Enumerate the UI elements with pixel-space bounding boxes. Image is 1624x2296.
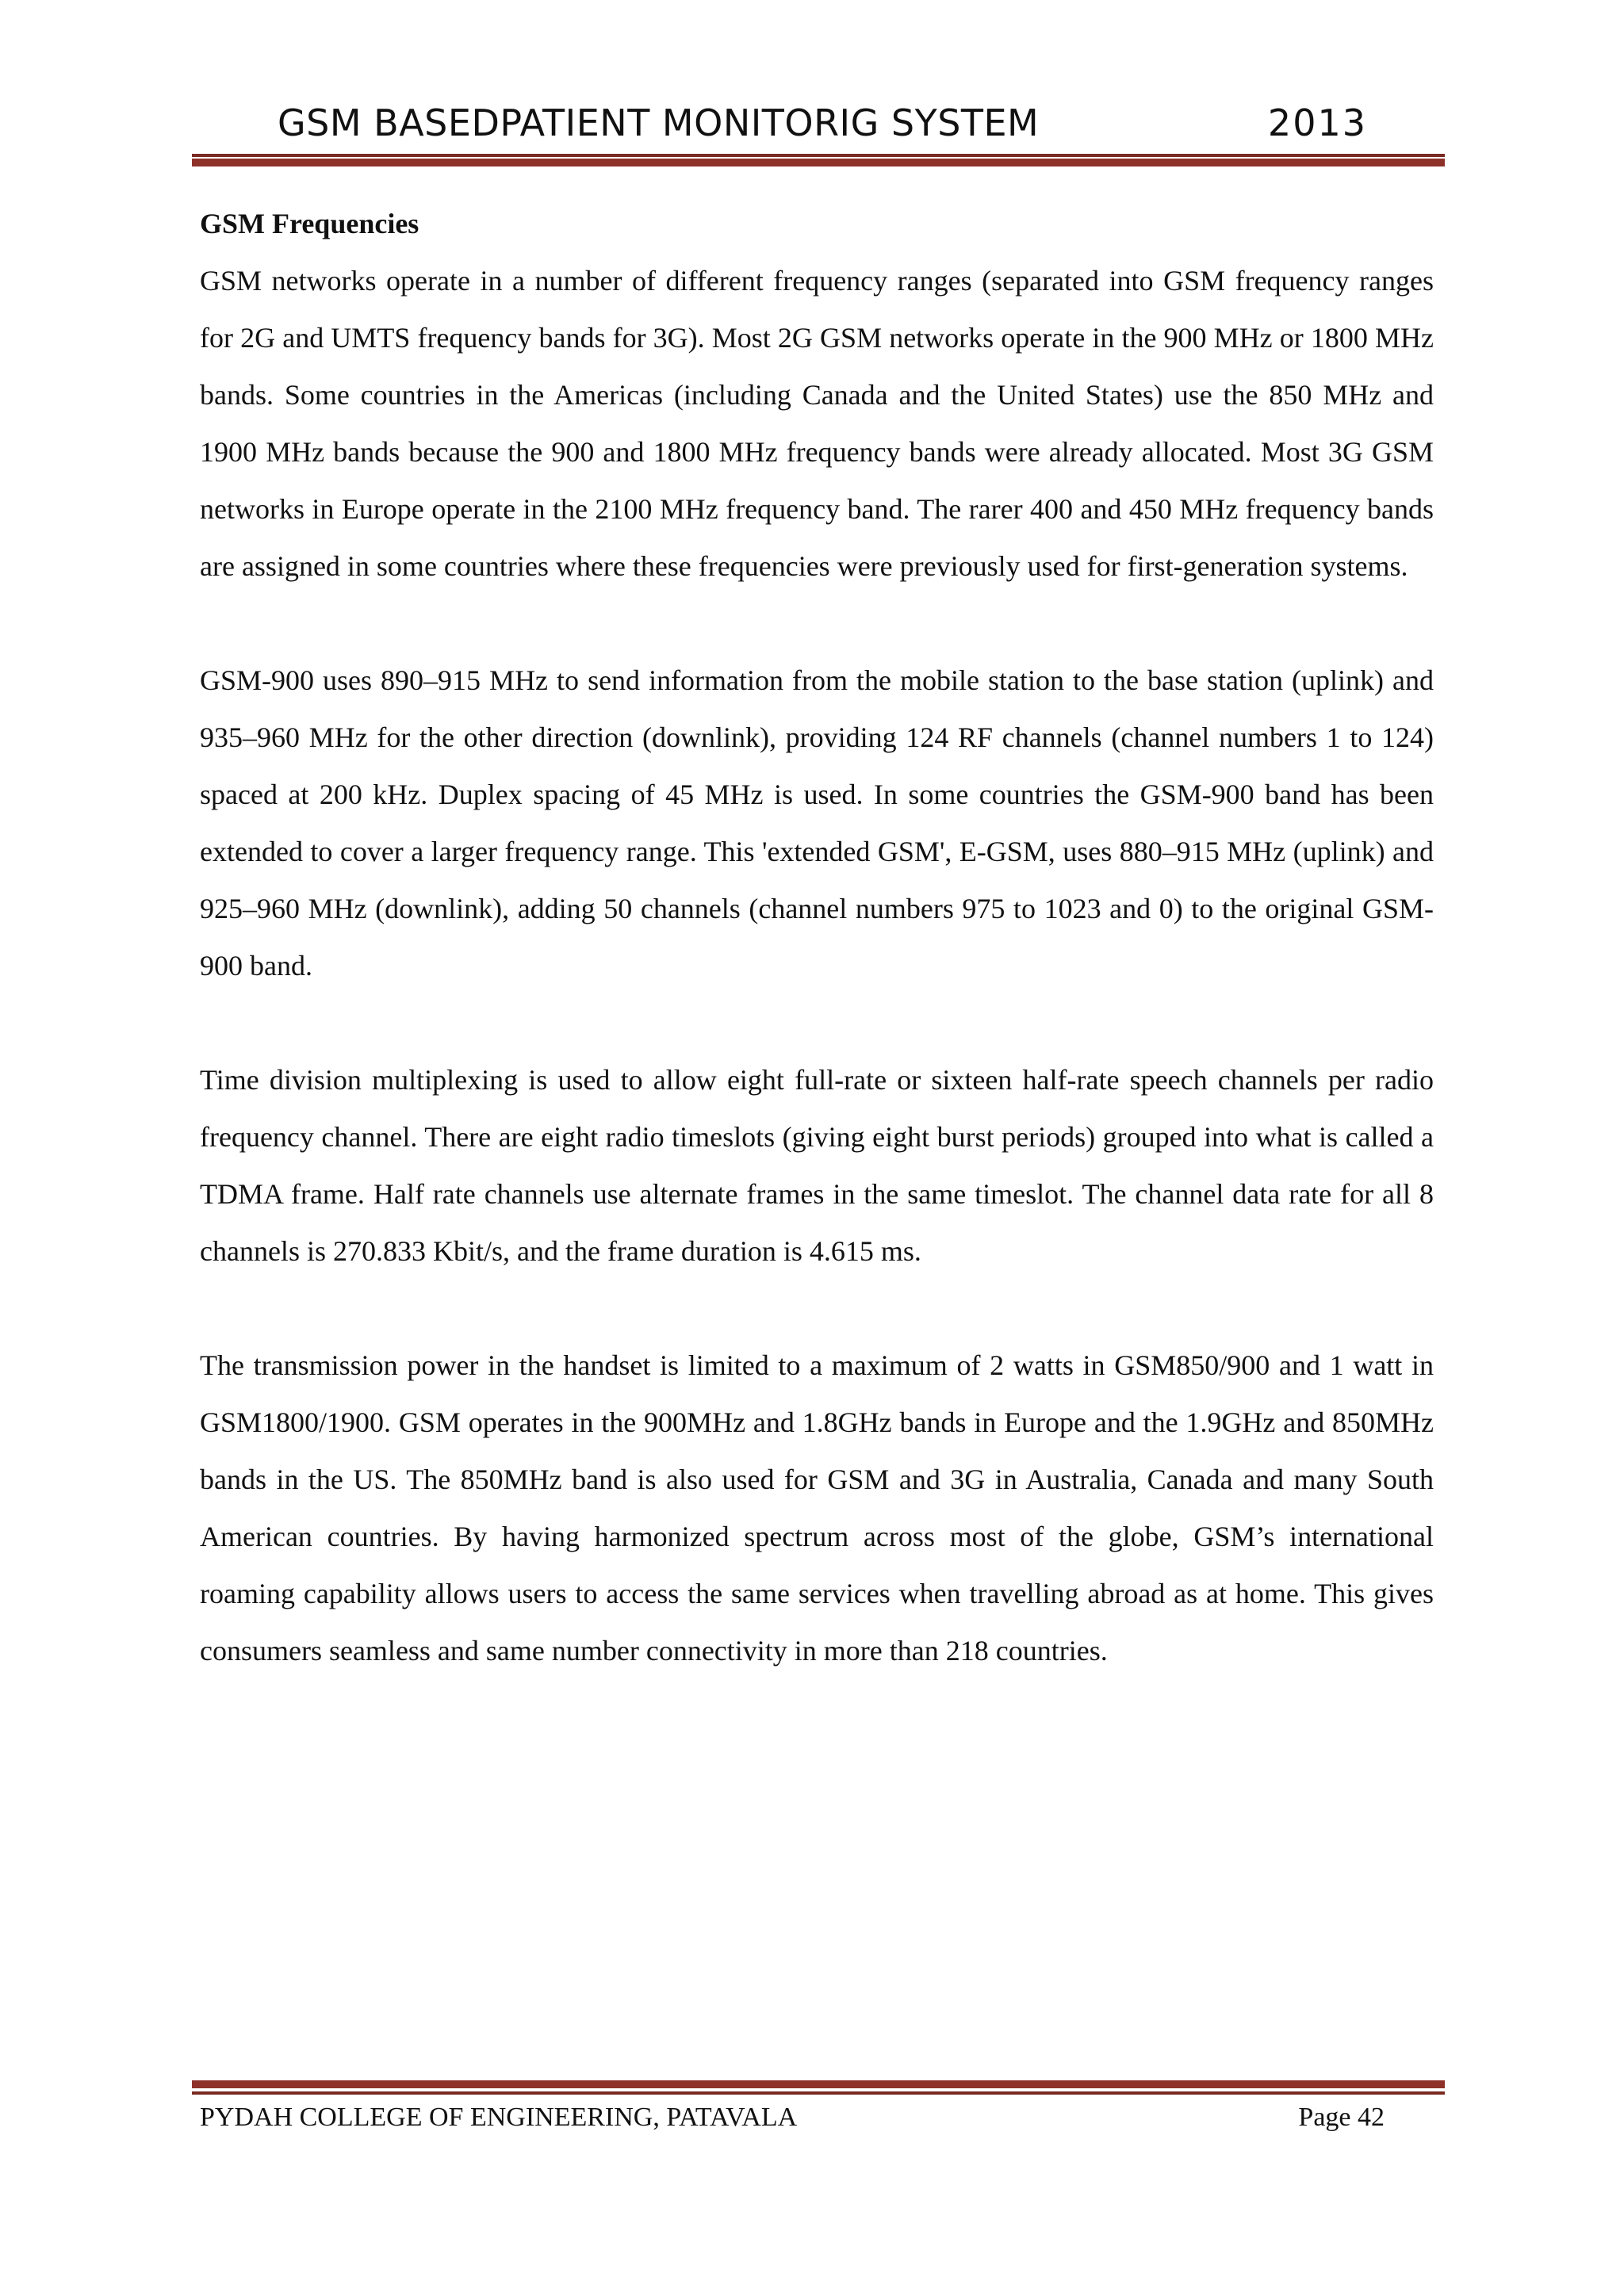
- section-heading: GSM Frequencies: [200, 208, 419, 239]
- header-rule-thick: [192, 159, 1445, 166]
- footer-rule-thin: [192, 2091, 1445, 2095]
- footer-page-number: Page 42: [1298, 2103, 1385, 2132]
- page-header: [200, 95, 1442, 159]
- paragraph-transmission-power: The transmission power in the handset is limited to a maximum of 2 watts in GSM850/900 and 1 watt in GSM1800/1900. GSM operates in the 900MHz and 1.8GHz bands in Europe and the 1.9GHz and 850MHz bands in the US. The 850MHz band is also used for GSM and 3G in Australia, Canada and many South American countries. By having harmonized spectrum across most of the globe, GSM’s international roaming capability allows users to access the same services when travelling abroad as at home. This gives consumers seamless and same number connectivity in more than 218 countries.: [200, 1349, 1434, 1667]
- paragraph-frequency-bands: GSM networks operate in a number of different frequency ranges (separated into GSM frequency ranges for 2G and UMTS frequency bands for 3G). Most 2G GSM networks operate in the 900 MHz or 1800 MHz bands. Some countries in the Americas (including Canada and the United States) use the 850 MHz and 1900 MHz bands because the 900 and 1800 MHz frequency bands were already allocated. Most 3G GSM networks in Europe operate in the 2100 MHz frequency band. The rarer 400 and 450 MHz frequency bands are assigned in some countries where these frequencies were previously used for first-generation systems.: [200, 265, 1434, 582]
- footer-rule-thick: [192, 2080, 1445, 2088]
- header-title: GSM BASEDPATIENT MONITORIG SYSTEM: [278, 101, 1040, 144]
- paragraph-tdma: Time division multiplexing is used to allow eight full-rate or sixteen half-rate speech channels per radio frequency channel. There are eight radio timeslots (giving eight burst periods) grouped into what is called a TDMA frame. Half rate channels use alternate frames in the same timeslot. The channel data rate for all 8 channels is 270.833 Kbit/s, and the frame duration is 4.615 ms.: [200, 1064, 1434, 1267]
- footer-institution: PYDAH COLLEGE OF ENGINEERING, PATAVALA: [200, 2103, 798, 2132]
- header-year: 2013: [1267, 101, 1367, 144]
- paragraph-gsm-900: GSM-900 uses 890–915 MHz to send information from the mobile station to the base station (uplink) and 935–960 MHz for the other direction (downlink), providing 124 RF channels (channel numbers 1 to 124) spaced at 200 kHz. Duplex spacing of 45 MHz is used. In some countries the GSM-900 band has been extended to cover a larger frequency range. This 'extended GSM', E-GSM, uses 880–915 MHz (uplink) and 925–960 MHz (downlink), adding 50 channels (channel numbers 975 to 1023 and 0) to the original GSM-900 band.: [200, 664, 1434, 982]
- page-body: [200, 195, 1434, 1736]
- header-rule-thin: [192, 154, 1445, 157]
